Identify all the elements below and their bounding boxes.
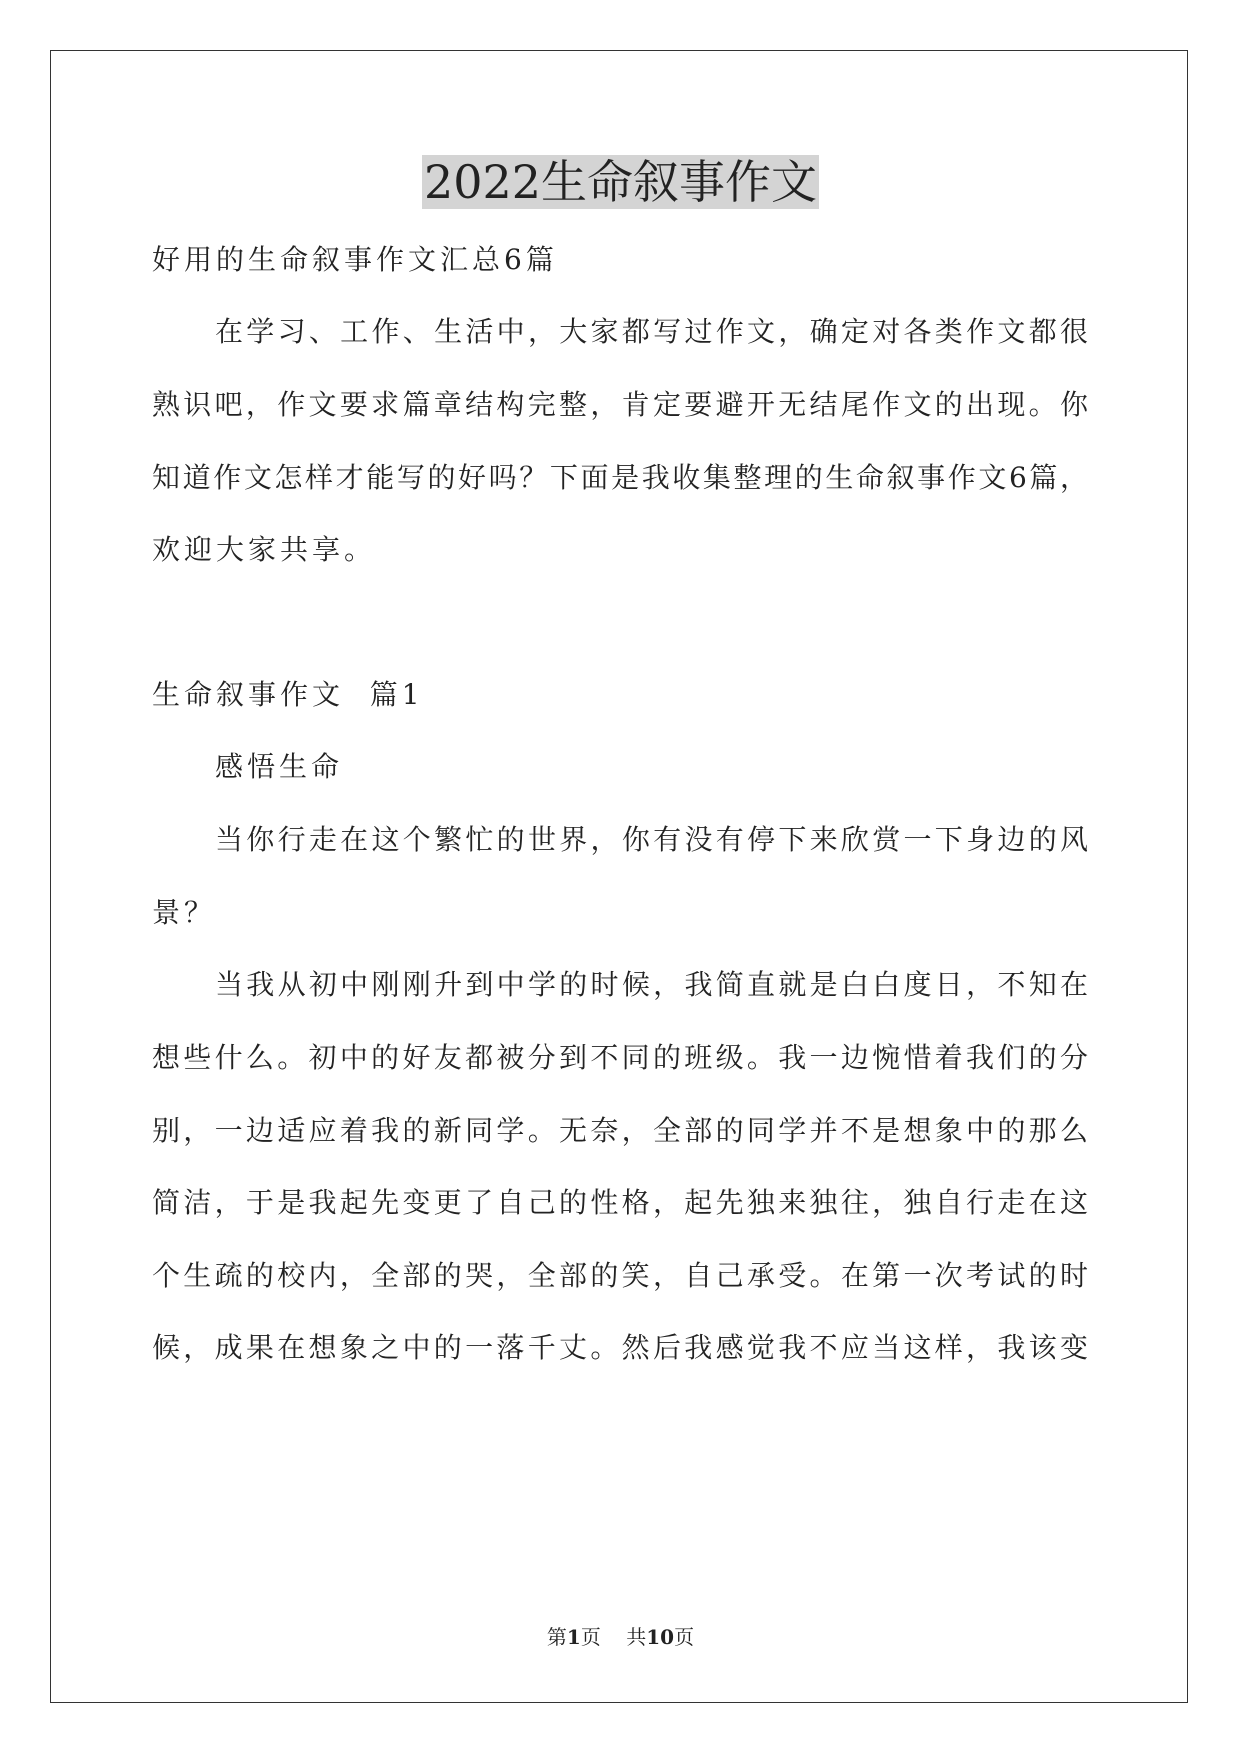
paragraph-line: 别，一边适应着我的新同学。无奈，全部的同学并不是想象中的那么: [152, 1114, 1088, 1147]
essay-title: 感悟生命: [215, 750, 344, 783]
footer-page-prefix: 第: [546, 1625, 567, 1649]
paragraph-line: 想些什么。初中的好友都被分到不同的班级。我一边惋惜着我们的分: [152, 1041, 1088, 1074]
paragraph-line: 景？: [152, 896, 217, 929]
intro-line: 在学习、工作、生活中，大家都写过作文，确定对各类作文都很: [215, 315, 1088, 348]
paragraph-line: 候，成果在想象之中的一落千丈。然后我感觉我不应当这样，我该变: [152, 1331, 1088, 1364]
footer-page-current: 1: [566, 1625, 581, 1649]
page-footer: [0, 1624, 1241, 1650]
paragraph-line: 当我从初中刚刚升到中学的时候，我简直就是白白度日，不知在: [215, 968, 1088, 1001]
document-title-text: 2022生命叙事作文: [423, 155, 818, 209]
paragraph-line: 简洁，于是我起先变更了自己的性格，起先独来独往，独自行走在这: [152, 1186, 1088, 1219]
document-title: [0, 152, 1241, 212]
paragraph-line: 个生疏的校内，全部的哭，全部的笑，自己承受。在第一次考试的时: [152, 1259, 1088, 1292]
footer-page-suffix: 页: [674, 1625, 695, 1649]
document-subtitle: 好用的生命叙事作文汇总6篇: [152, 243, 558, 276]
intro-line: 熟识吧，作文要求篇章结构完整，肯定要避开无结尾作文的出现。你: [152, 388, 1088, 421]
section-heading: 生命叙事作文 篇1: [152, 678, 424, 711]
intro-line: 欢迎大家共享。: [152, 533, 377, 566]
paragraph-line: 当你行走在这个繁忙的世界，你有没有停下来欣赏一下身边的风: [215, 823, 1088, 856]
intro-line: 知道作文怎样才能写的好吗？下面是我收集整理的生命叙事作文6篇，: [152, 461, 1088, 494]
footer-page-total: 10: [646, 1625, 675, 1649]
page-border: [50, 50, 1188, 1703]
footer-page-mid: 页 共: [580, 1625, 647, 1649]
